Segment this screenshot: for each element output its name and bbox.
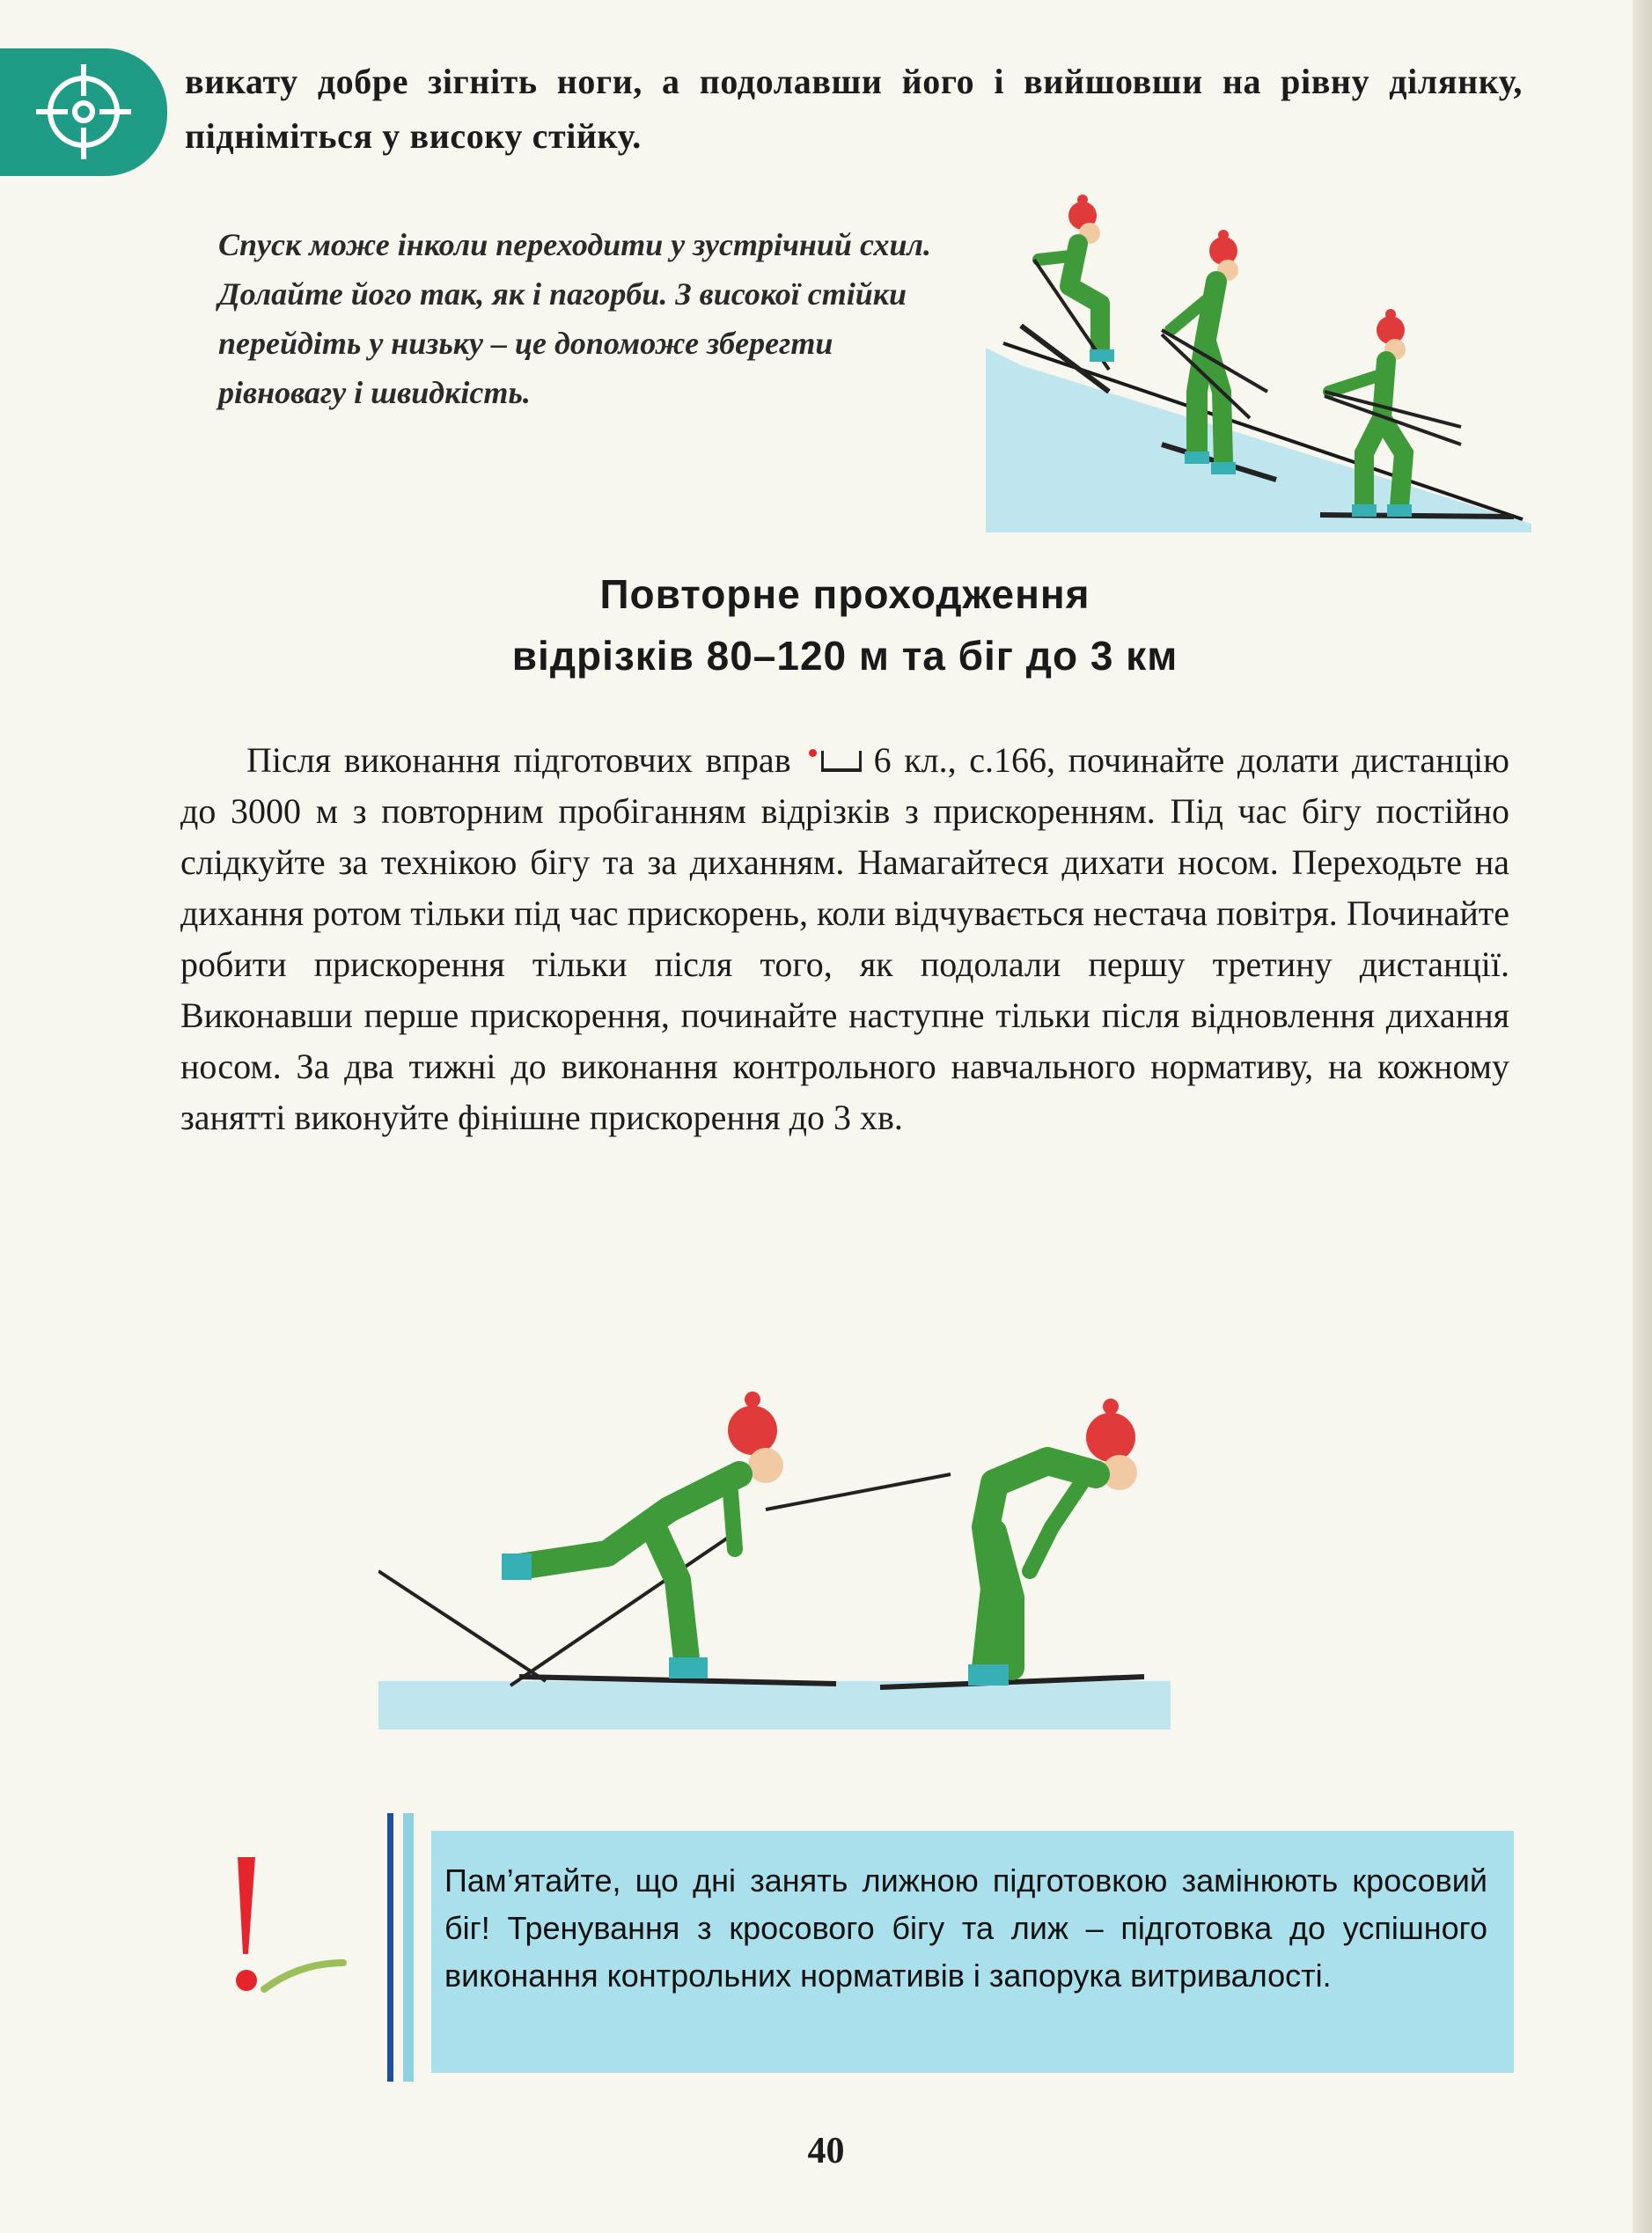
main-paragraph bbox=[180, 735, 1509, 1143]
skier-striding bbox=[378, 1392, 836, 1686]
section-heading-line-1: Повторне проходження bbox=[599, 571, 1090, 617]
exclamation-icon bbox=[211, 1840, 352, 2007]
skier-low-stance bbox=[1021, 195, 1114, 392]
note-accent-bar bbox=[387, 1813, 393, 2082]
page-number: 40 bbox=[807, 2131, 845, 2171]
main-paragraph-rest: починайте долати дистанцію до 3000 м з повторним пробіганням відрізків з прискоренням. Під час бігу постійно слідкуйте за технікою бігу та за диханням. Намагайтеся дихати носом. Переходьте на дихання ротом тільки під час прискорень, коли відчувається нестача повітря. Починайте робити прискорення тільки після того, як подолали першу третину дистанції. Виконавши перше прискорення, починайте наступне тільки після відновлення дихання носом. За два тижні до виконання контрольного навчального нормативу, на кожному занятті виконуйте фінішне прискорення до 3 хв. bbox=[180, 740, 1509, 1137]
page-edge bbox=[1633, 0, 1652, 2233]
section-tab bbox=[0, 48, 167, 176]
section-heading bbox=[264, 563, 1426, 687]
skiers-downhill-illustration bbox=[986, 189, 1531, 533]
target-icon bbox=[31, 59, 136, 165]
note-text: Пам’ятайте, що дні занять лижною підготовкою замінюють кросовий біг! Тренування з кросового бігу та лиж – підготовка до успішного виконання контрольних нормативів і запорука витривалості. bbox=[444, 1862, 1487, 1994]
snow-ground bbox=[378, 1681, 1171, 1730]
skiers-technique-illustration bbox=[378, 1377, 1171, 1730]
italic-note: Спуск може інколи переходити у зустрічний схил. Долайте його так, як і пагорби. З високої стійки перейдіть у низьку – це допоможе зберегти рівновагу і швидкість. bbox=[218, 227, 931, 410]
book-reference-icon bbox=[809, 746, 860, 772]
intro-paragraph: викату добре зігніть ноги, а подолавши його і вийшовши на рівну ділянку, підніміться у високу стійку. bbox=[185, 62, 1523, 156]
main-paragraph-start: Після виконання підготовчих вправ bbox=[246, 740, 791, 780]
skier-gliding bbox=[766, 1399, 1144, 1687]
section-heading-line-2: відрізків 80–120 м та біг до 3 км bbox=[511, 633, 1178, 679]
note-accent-bar-light bbox=[403, 1813, 414, 2082]
grade-reference: 6 кл., с.166, bbox=[873, 740, 1055, 780]
